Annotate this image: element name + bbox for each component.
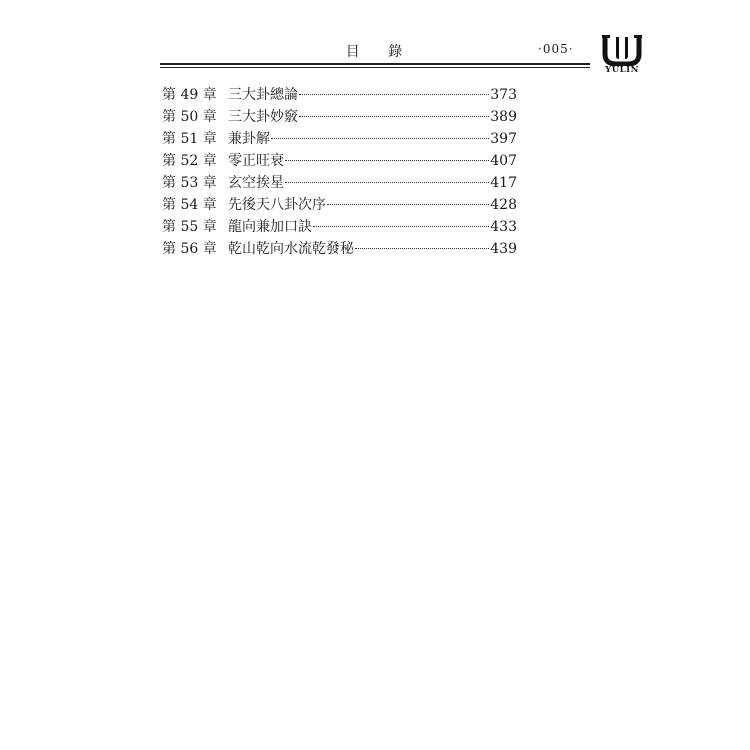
toc-dot-leader [271, 137, 489, 139]
toc-chapter-title: 龍向兼加口訣 [228, 219, 312, 235]
toc-page-number: 389 [490, 109, 517, 125]
toc-dot-leader [313, 225, 489, 227]
toc-page-number: 439 [490, 241, 517, 257]
header-rule-thick [160, 63, 590, 65]
publisher-logo [598, 34, 646, 78]
toc-entry [162, 150, 517, 172]
toc-dot-leader [327, 203, 489, 205]
page-header-title: 目 錄 [345, 44, 415, 60]
toc-chapter-title: 先後天八卦次序 [228, 197, 326, 213]
toc-entry [162, 106, 517, 128]
toc-page-number: 373 [490, 87, 517, 103]
toc-chapter-title: 乾山乾向水流乾發秘 [228, 241, 354, 257]
toc-entry [162, 172, 517, 194]
toc-chapter-number: 第 56 章 [162, 241, 217, 257]
toc-entry [162, 128, 517, 150]
toc-dot-leader [299, 115, 489, 117]
toc-page-number: 407 [490, 153, 517, 169]
toc-entry [162, 238, 517, 260]
toc-chapter-title: 零正旺衰 [228, 153, 284, 169]
publisher-logo-icon [602, 34, 642, 66]
publisher-logo-text: YULIN [605, 65, 639, 75]
page-number: ‧005‧ [538, 42, 574, 56]
toc-chapter-title: 玄空挨星 [228, 175, 284, 191]
toc-entry [162, 194, 517, 216]
toc-chapter-title: 三大卦妙竅 [228, 109, 298, 125]
toc-entry [162, 216, 517, 238]
toc-chapter-number: 第 53 章 [162, 175, 217, 191]
toc-chapter-number: 第 50 章 [162, 109, 217, 125]
toc-page-number: 417 [490, 175, 517, 191]
toc-chapter-title: 兼卦解 [228, 131, 270, 147]
toc-chapter-title: 三大卦總論 [228, 87, 298, 103]
table-of-contents [162, 84, 517, 260]
toc-page-number: 433 [490, 219, 517, 235]
toc-dot-leader [355, 247, 489, 249]
toc-chapter-number: 第 51 章 [162, 131, 217, 147]
toc-dot-leader [285, 181, 489, 183]
toc-entry [162, 84, 517, 106]
toc-dot-leader [285, 159, 489, 161]
toc-chapter-number: 第 55 章 [162, 219, 217, 235]
toc-page-number: 428 [490, 197, 517, 213]
header-rule-thin [160, 67, 590, 68]
toc-dot-leader [299, 93, 489, 95]
toc-chapter-number: 第 54 章 [162, 197, 217, 213]
toc-chapter-number: 第 52 章 [162, 153, 217, 169]
toc-page-number: 397 [490, 131, 517, 147]
toc-chapter-number: 第 49 章 [162, 87, 217, 103]
